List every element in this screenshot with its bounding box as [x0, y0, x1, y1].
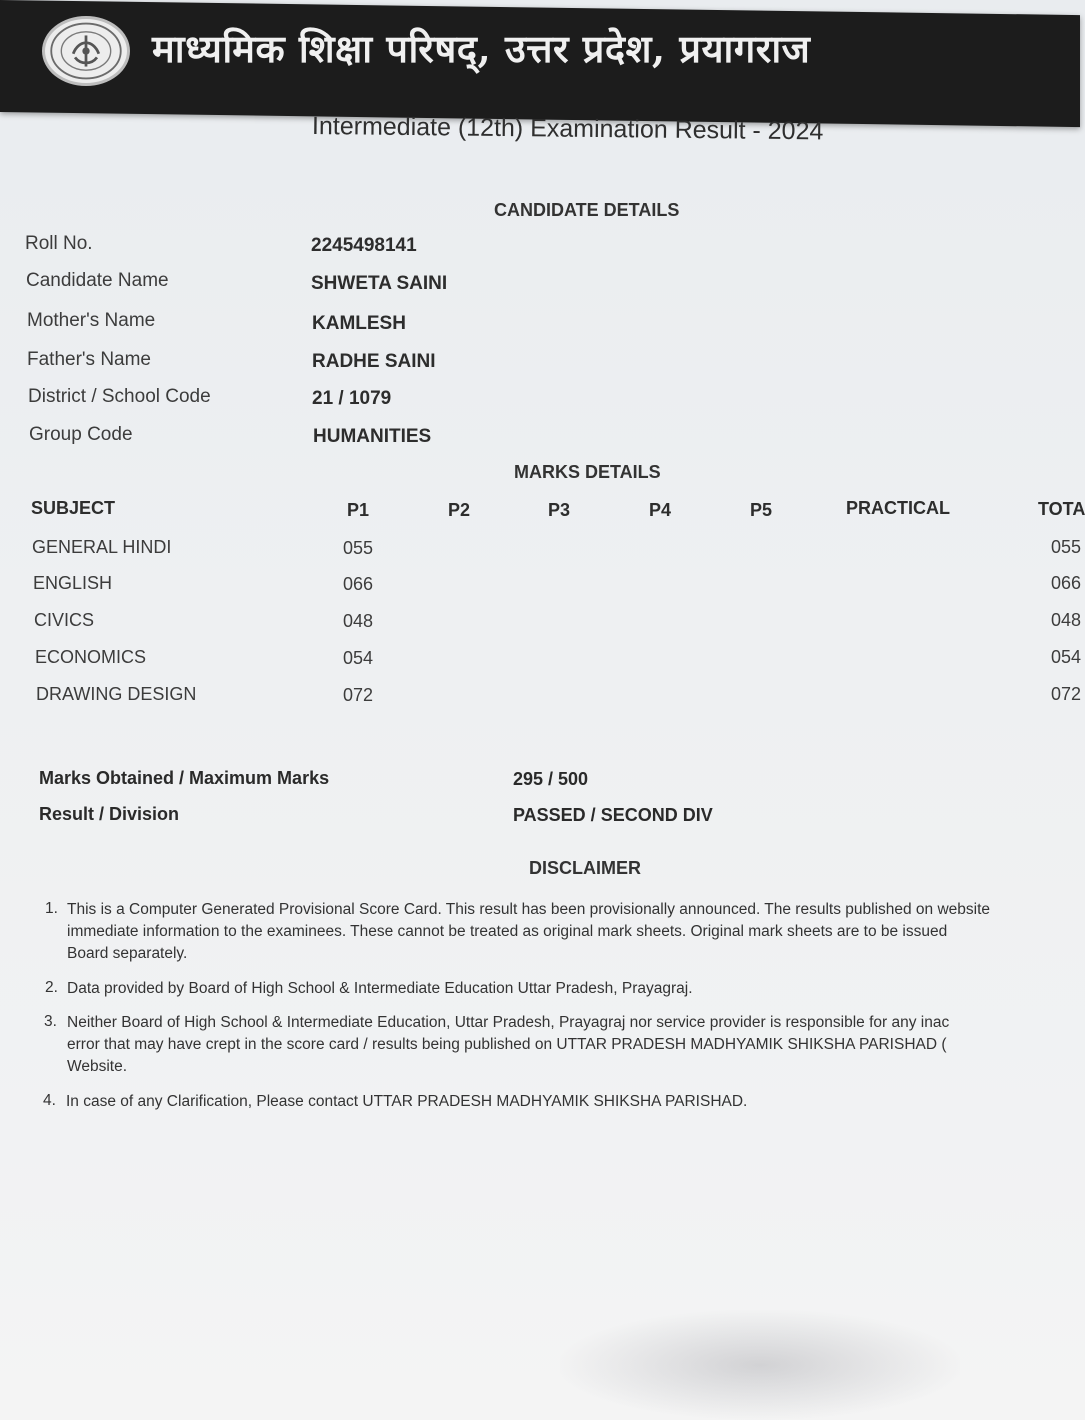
paper-shadow [560, 1310, 960, 1420]
disclaimer-item-text: Website. [67, 1058, 128, 1075]
table-row-p1: 066 [343, 574, 374, 594]
candidate-name-value: SHWETA SAINI [311, 273, 448, 294]
group-code-value: HUMANITIES [313, 426, 432, 447]
column-header-subject: SUBJECT [31, 498, 116, 518]
table-row-subject: ENGLISH [33, 573, 113, 593]
father-name-value: RADHE SAINI [312, 351, 436, 372]
table-row-total: 066 [1051, 573, 1082, 593]
mother-name-value: KAMLESH [312, 313, 406, 334]
emblem-icon [45, 19, 127, 83]
exam-title: Intermediate (12th) Examination Result - 2024 [311, 112, 824, 146]
group-code-label: Group Code [29, 424, 133, 445]
disclaimer-item-number: 1. [45, 900, 58, 917]
table-row-subject: GENERAL HINDI [32, 537, 172, 557]
column-header-p2: P2 [448, 500, 471, 520]
candidate-name-label: Candidate Name [26, 270, 169, 291]
table-row-subject: CIVICS [34, 610, 95, 630]
disclaimer-item-number: 4. [43, 1092, 56, 1109]
board-name: माध्यमिक शिक्षा परिषद्, उत्तर प्रदेश, प्रयागराज [152, 26, 811, 71]
table-row-subject: DRAWING DESIGN [36, 684, 197, 704]
table-row-p1: 048 [343, 611, 374, 631]
disclaimer-item-text: This is a Computer Generated Provisional Score Card. This result has been provisionally announced. The results published on website [67, 901, 991, 918]
mother-name-label: Mother's Name [27, 310, 156, 331]
column-header-practical: PRACTICAL [846, 498, 950, 518]
marks-obtained-label: Marks Obtained / Maximum Marks [39, 768, 330, 788]
table-row-total: 048 [1051, 610, 1082, 630]
disclaimer-item-number: 2. [45, 979, 58, 996]
disclaimer-item-text: immediate information to the examinees. These cannot be treated as original mark sheets. Original mark sheets are to be issued [67, 923, 948, 940]
district-school-code-label: District / School Code [28, 386, 211, 407]
marks-obtained-value: 295 / 500 [513, 769, 589, 789]
disclaimer-item-text: In case of any Clarification, Please contact UTTAR PRADESH MADHYAMIK SHIKSHA PARISHAD. [66, 1093, 748, 1110]
table-row-p1: 055 [343, 538, 374, 558]
column-header-p4: P4 [649, 500, 672, 520]
column-header-p5: P5 [750, 500, 773, 520]
result-division-value: PASSED / SECOND DIV [513, 805, 713, 825]
column-header-total: TOTA [1038, 499, 1085, 519]
table-row-total: 054 [1051, 647, 1082, 667]
district-school-code-value: 21 / 1079 [312, 388, 392, 409]
disclaimer-heading: DISCLAIMER [529, 858, 641, 878]
table-row-p1: 054 [343, 648, 374, 668]
disclaimer-item-text: Board separately. [67, 945, 188, 962]
column-header-p3: P3 [548, 500, 571, 520]
disclaimer-item-number: 3. [44, 1013, 57, 1030]
roll-no-label: Roll No. [25, 233, 93, 254]
disclaimer-item-text: Data provided by Board of High School & Intermediate Education Uttar Pradesh, Prayagraj. [67, 980, 693, 997]
disclaimer-item-text: Neither Board of High School & Intermediate Education, Uttar Pradesh, Prayagraj nor service provider is responsible for any inac [67, 1014, 950, 1031]
table-row-p1: 072 [343, 685, 374, 705]
table-row-subject: ECONOMICS [35, 647, 147, 667]
marks-details-heading: MARKS DETAILS [514, 462, 661, 482]
disclaimer-item-text: error that may have crept in the score card / results being published on UTTAR PRADESH MADHYAMIK SHIKSHA PARISHAD ( [67, 1036, 947, 1053]
column-header-p1: P1 [347, 500, 370, 520]
result-division-label: Result / Division [39, 804, 180, 824]
table-row-total: 072 [1051, 684, 1082, 704]
board-emblem-logo [42, 16, 130, 86]
father-name-label: Father's Name [27, 349, 152, 370]
candidate-details-heading: CANDIDATE DETAILS [494, 200, 680, 220]
table-row-total: 055 [1051, 537, 1082, 557]
roll-no-value: 2245498141 [311, 235, 417, 256]
